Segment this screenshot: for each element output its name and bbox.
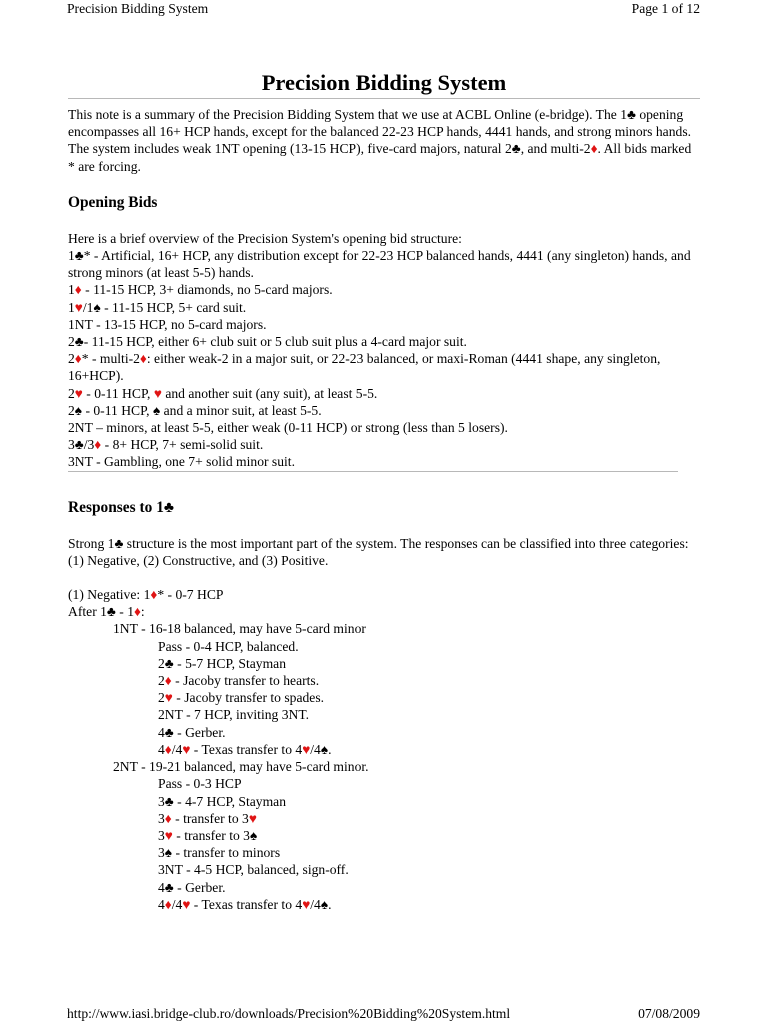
opening-intro: Here is a brief overview of the Precision System's opening bid structure: <box>68 230 462 246</box>
rebid-2nt-item: 3♦ - transfer to 3♥ <box>158 810 257 826</box>
heart-suit-icon: ♥ <box>153 385 162 401</box>
club-suit-icon: ♣ <box>164 655 174 671</box>
diamond-suit-icon: ♦ <box>133 604 141 620</box>
after-line: After 1♣ - 1♦: <box>68 604 145 620</box>
diamond-suit-icon: ♦ <box>74 282 82 298</box>
club-suit-icon: ♣ <box>74 248 84 264</box>
rebid-2nt-item: 3♣ - 4-7 HCP, Stayman <box>158 793 286 809</box>
rebid-2nt-heading: 2NT - 19-21 balanced, may have 5-card minor. <box>113 759 369 775</box>
divider <box>68 471 678 472</box>
opening-bid-item: 3NT - Gambling, one 7+ solid minor suit. <box>68 454 295 470</box>
heart-suit-icon: ♥ <box>74 385 83 401</box>
spade-suit-icon: ♠ <box>249 827 258 843</box>
rebid-2nt-item: 4♣ - Gerber. <box>158 879 226 895</box>
opening-bid-item: 1♥/1♠ - 11-15 HCP, 5+ card suit. <box>68 299 247 315</box>
spade-suit-icon: ♠ <box>320 896 329 912</box>
club-suit-icon: ♣ <box>164 879 174 895</box>
heart-suit-icon: ♥ <box>182 741 191 757</box>
opening-bid-item: 1♦ - 11-15 HCP, 3+ diamonds, no 5-card majors. <box>68 282 333 298</box>
spade-suit-icon: ♠ <box>164 845 173 861</box>
divider <box>68 98 700 99</box>
club-suit-icon: ♣ <box>511 141 521 157</box>
rebid-2nt-item: 3NT - 4-5 HCP, balanced, sign-off. <box>158 862 349 878</box>
rebid-1nt-item: 2♦ - Jacoby transfer to hearts. <box>158 673 320 689</box>
rebid-2nt-item: 3♠ - transfer to minors <box>158 845 281 861</box>
diamond-suit-icon: ♦ <box>164 741 172 757</box>
footer-date: 07/08/2009 <box>638 1006 700 1021</box>
document-body <box>68 68 700 913</box>
intro-paragraph: This note is a summary of the Precision Bidding System that we use at ACBL Online (e-bridge). The 1♣ opening encompasses all 16+ HCP hands, except for the balanced 22-23 HCP hands, 4441 hands, and strong minors hands. The system includes weak 1NT opening (13-15 HCP), five-card majors, natural 2♣, and multi-2♦. All bids marked * are forcing. <box>68 107 692 174</box>
section-heading-responses: Responses to 1♣ <box>68 498 175 516</box>
spade-suit-icon: ♠ <box>93 299 101 315</box>
opening-bid-item: 1♣* - Artificial, 16+ HCP, any distribution except for 22-23 HCP balanced hands, 4441 (any singleton) hands, and strong minors (at least 5-5) hands. <box>68 248 691 281</box>
header-page-number: Page 1 of 12 <box>631 1 700 16</box>
opening-bid-item: 2♣- 11-15 HCP, either 6+ club suit or 5 club suit plus a 4-card major suit. <box>68 334 467 350</box>
diamond-suit-icon: ♦ <box>590 141 598 157</box>
rebid-1nt-item: 2NT - 7 HCP, inviting 3NT. <box>158 707 310 723</box>
page-header <box>67 0 700 20</box>
diamond-suit-icon: ♦ <box>139 351 147 367</box>
responses-intro: Strong 1♣ structure is the most important part of the system. The responses can be classified into three categories: (1) Negative, (2) Constructive, and (3) Positive. <box>68 535 689 568</box>
rebid-2nt-item: 4♦/4♥ - Texas transfer to 4♥/4♠. <box>158 896 332 912</box>
heart-suit-icon: ♥ <box>302 741 311 757</box>
opening-bid-item: 2♦* - multi-2♦: either weak-2 in a major suit, or 22-23 balanced, or maxi-Roman (4441 shape, any singleton, 16+HCP). <box>68 351 661 384</box>
section-heading-opening-bids: Opening Bids <box>68 193 158 211</box>
opening-bid-item: 2♠ - 0-11 HCP, ♠ and a minor suit, at least 5-5. <box>68 402 322 418</box>
opening-bid-list <box>68 247 700 471</box>
rebid-1nt-item: 2♣ - 5-7 HCP, Stayman <box>158 655 286 671</box>
diamond-suit-icon: ♦ <box>164 673 172 689</box>
club-suit-icon: ♣ <box>164 724 174 740</box>
diamond-suit-icon: ♦ <box>74 351 82 367</box>
club-suit-icon: ♣ <box>74 334 84 350</box>
page-footer <box>67 1005 700 1025</box>
rebid-1nt-item: 4♦/4♥ - Texas transfer to 4♥/4♠. <box>158 741 332 757</box>
spade-suit-icon: ♠ <box>74 402 83 418</box>
negative-line: (1) Negative: 1♦* - 0-7 HCP <box>68 587 224 603</box>
club-suit-icon: ♣ <box>74 437 84 453</box>
opening-bid-item: 1NT - 13-15 HCP, no 5-card majors. <box>68 316 267 332</box>
rebid-1nt-heading: 1NT - 16-18 balanced, may have 5-card minor <box>113 621 366 637</box>
rebid-2nt-item: Pass - 0-3 HCP <box>158 776 242 792</box>
heart-suit-icon: ♥ <box>248 810 257 826</box>
opening-bid-item: 2NT – minors, at least 5-5, either weak (0-11 HCP) or strong (less than 5 losers). <box>68 420 508 436</box>
club-suit-icon: ♣ <box>106 604 116 620</box>
heart-suit-icon: ♥ <box>164 690 173 706</box>
header-title: Precision Bidding System <box>67 1 209 16</box>
document-title: Precision Bidding System <box>261 70 507 95</box>
rebid-1nt-item: 4♣ - Gerber. <box>158 724 226 740</box>
diamond-suit-icon: ♦ <box>164 810 172 826</box>
rebid-2nt-item: 3♥ - transfer to 3♠ <box>158 827 258 843</box>
rebid-1nt-item: Pass - 0-4 HCP, balanced. <box>158 638 299 654</box>
heart-suit-icon: ♥ <box>182 896 191 912</box>
club-suit-icon: ♣ <box>114 535 124 551</box>
spade-suit-icon: ♠ <box>320 741 329 757</box>
heart-suit-icon: ♥ <box>164 827 173 843</box>
diamond-suit-icon: ♦ <box>164 896 172 912</box>
opening-bid-item: 3♣/3♦ - 8+ HCP, 7+ semi-solid suit. <box>68 437 264 453</box>
opening-bid-item: 2♥ - 0-11 HCP, ♥ and another suit (any suit), at least 5-5. <box>68 385 378 401</box>
negative-response-block <box>68 586 700 913</box>
club-suit-icon: ♣ <box>164 793 174 809</box>
heart-suit-icon: ♥ <box>302 896 311 912</box>
footer-url: http://www.iasi.bridge-club.ro/downloads/Precision%20Bidding%20System.html <box>67 1006 511 1021</box>
club-suit-icon: ♣ <box>626 107 636 122</box>
diamond-suit-icon: ♦ <box>150 587 158 603</box>
heart-suit-icon: ♥ <box>74 299 83 315</box>
diamond-suit-icon: ♦ <box>94 437 102 453</box>
club-suit-icon: ♣ <box>163 498 175 516</box>
rebid-1nt-item: 2♥ - Jacoby transfer to spades. <box>158 690 325 706</box>
spade-suit-icon: ♠ <box>152 402 161 418</box>
